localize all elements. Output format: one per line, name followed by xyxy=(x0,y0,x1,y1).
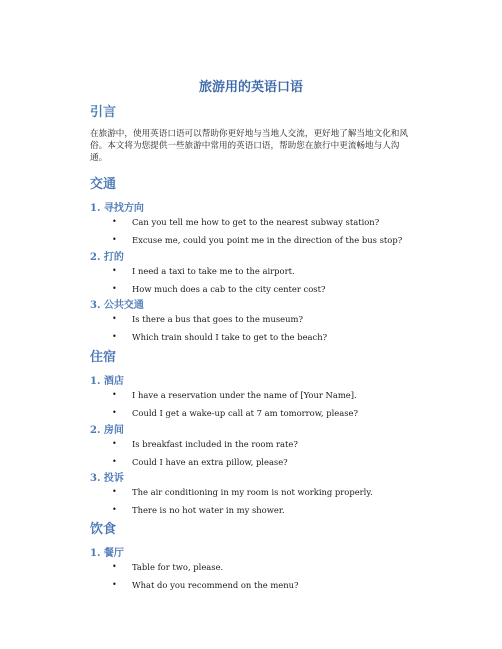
bullet-icon: • xyxy=(112,390,117,399)
document-title: 旅游用的英语口语 xyxy=(198,80,303,95)
bullet-icon: • xyxy=(112,457,117,466)
list-item-text: Excuse me, could you point me in the direction of the bus stop? xyxy=(132,235,403,245)
bullet-list xyxy=(112,485,373,521)
list-item xyxy=(112,312,327,330)
list-item xyxy=(112,330,327,348)
list-item xyxy=(112,406,358,424)
list-item xyxy=(112,455,298,473)
bullet-icon: • xyxy=(112,580,117,589)
section-heading-lodging: 住宿 xyxy=(90,350,117,365)
list-item-text: Is breakfast included in the room rate? xyxy=(132,439,298,449)
bullet-icon: • xyxy=(112,332,117,341)
section-heading-transport: 交通 xyxy=(90,177,117,192)
list-item xyxy=(112,560,299,578)
subsection-heading: 3. 公共交通 xyxy=(90,300,144,311)
bullet-list xyxy=(112,215,402,251)
bullet-icon: • xyxy=(112,266,117,275)
bullet-icon: • xyxy=(112,284,117,293)
list-item xyxy=(112,264,325,282)
list-item-text: Could I have an extra pillow, please? xyxy=(132,457,288,467)
bullet-icon: • xyxy=(112,217,117,226)
bullet-icon: • xyxy=(112,439,117,448)
bullet-list xyxy=(112,437,298,473)
list-item xyxy=(112,233,402,251)
bullet-list xyxy=(112,264,325,300)
subsection-heading: 3. 投诉 xyxy=(90,473,124,484)
list-item xyxy=(112,215,402,233)
bullet-icon: • xyxy=(112,562,117,571)
bullet-icon: • xyxy=(112,505,117,514)
subsection-heading: 1. 酒店 xyxy=(90,376,124,387)
subsection-heading: 2. 房间 xyxy=(90,425,124,436)
list-item xyxy=(112,282,325,300)
subsection-heading: 1. 寻找方向 xyxy=(90,203,144,214)
bullet-list xyxy=(112,388,358,424)
list-item-text: Which train should I take to get to the beach? xyxy=(132,332,328,342)
list-item xyxy=(112,388,358,406)
list-item xyxy=(112,503,373,521)
bullet-icon: • xyxy=(112,235,117,244)
list-item-text: How much does a cab to the city center cost? xyxy=(132,284,326,294)
list-item-text: There is no hot water in my shower. xyxy=(132,505,285,515)
subsection-heading: 1. 餐厅 xyxy=(90,548,124,559)
bullet-list xyxy=(112,312,327,348)
bullet-icon: • xyxy=(112,408,117,417)
list-item-text: I have a reservation under the name of [Your Name]. xyxy=(132,390,357,400)
list-item xyxy=(112,485,373,503)
list-item-text: Could I get a wake-up call at 7 am tomorrow, please? xyxy=(132,408,358,418)
list-item xyxy=(112,437,298,455)
subsection-heading: 2. 打的 xyxy=(90,252,124,263)
intro-paragraph: 在旅游中，使用英语口语可以帮助你更好地与当地人交流，更好地了解当地文化和风俗。本文将为您提供一些旅游中常用的英语口语，帮助您在旅行中更流畅地与人沟通。 xyxy=(90,129,408,163)
list-item-text: The air conditioning in my room is not working properly. xyxy=(132,487,373,497)
intro-heading: 引言 xyxy=(90,105,117,120)
bullet-icon: • xyxy=(112,487,117,496)
list-item xyxy=(112,578,299,596)
bullet-icon: • xyxy=(112,314,117,323)
list-item-text: Table for two, please. xyxy=(132,562,224,572)
bullet-list xyxy=(112,560,299,596)
list-item-text: I need a taxi to take me to the airport. xyxy=(132,266,295,276)
list-item-text: Can you tell me how to get to the nearest subway station? xyxy=(132,217,380,227)
list-item-text: Is there a bus that goes to the museum? xyxy=(132,314,303,324)
list-item-text: What do you recommend on the menu? xyxy=(132,580,299,590)
section-heading-dining: 饮食 xyxy=(90,522,117,537)
